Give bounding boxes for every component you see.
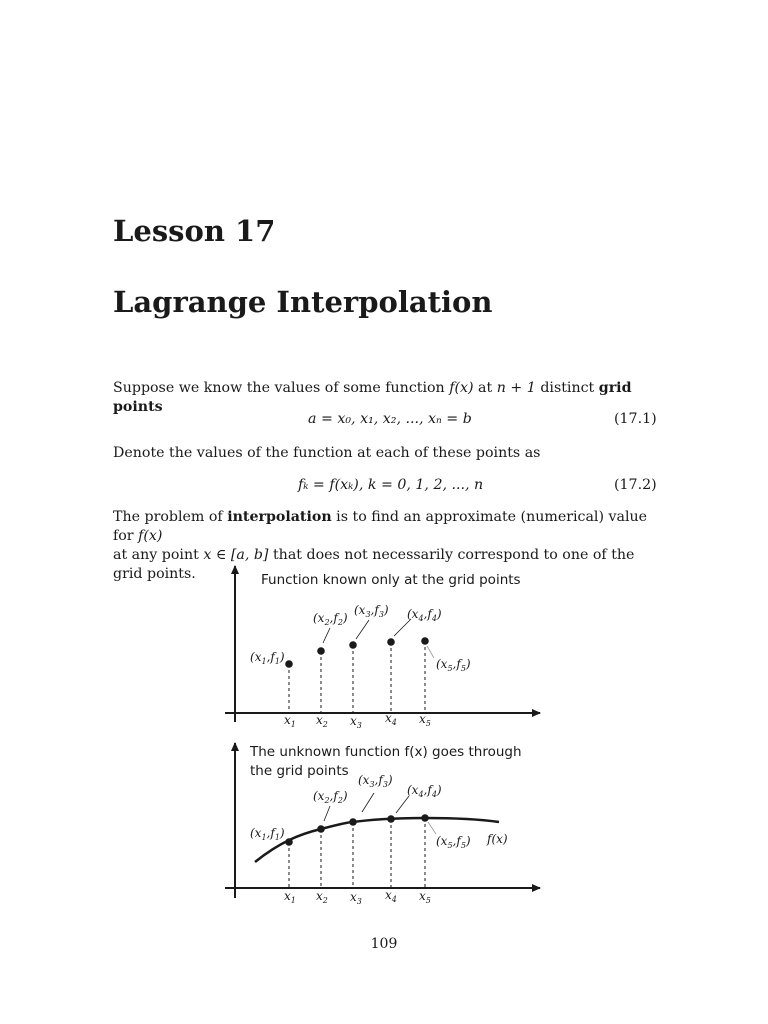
point-label-5: $(x_5,f_5)$ — [436, 657, 471, 673]
x-label-2: $x_2$ — [316, 713, 328, 729]
equation-17-2: fₖ = f(xₖ), k = 0, 1, 2, ..., n — [298, 477, 484, 493]
x-label-1: $x_1$ — [284, 713, 296, 729]
grid-point — [285, 660, 293, 668]
x-label-3: $x_3$ — [350, 714, 362, 730]
grid-point — [317, 647, 325, 655]
intro-grid-points: grid points — [113, 380, 632, 415]
intro-fx: f(x) — [449, 380, 474, 396]
grid-point — [387, 815, 395, 823]
point-label-4: $(x_4,f_4)$ — [407, 607, 442, 623]
problem-fx: f(x) — [138, 528, 163, 544]
x-label-5: $x_5$ — [419, 889, 431, 905]
grid-point — [285, 838, 293, 846]
x-label-1: $x_1$ — [284, 889, 296, 905]
grid-point — [349, 641, 357, 649]
x-label-5: $x_5$ — [419, 712, 431, 728]
problem-line2a: at any point — [113, 547, 199, 563]
equation-number-17-1: (17.1) — [614, 411, 657, 427]
x-label-4: $x_4$ — [385, 711, 397, 727]
curve-label: f(x) — [487, 832, 508, 846]
paragraph-denote: Denote the values of the function at each of these points as — [113, 445, 541, 461]
top-drop-lines — [289, 641, 425, 712]
top-figure-title: Function known only at the grid points — [261, 572, 521, 588]
grid-point — [387, 638, 395, 646]
equation-17-1: a = x₀, x₁, x₂, ..., xₙ = b — [308, 411, 472, 427]
point-label-2: $(x_2,f_2)$ — [313, 789, 348, 805]
problem-text-b: is to find an approximate (numerical) value for — [113, 509, 648, 544]
bottom-figure-title-line1: The unknown function f(x) goes through — [250, 744, 522, 760]
problem-term: interpolation — [227, 509, 332, 525]
intro-n1: n + 1 — [496, 380, 536, 396]
point-label-5: $(x_5,f_5)$ — [436, 834, 471, 850]
leader-line — [356, 620, 369, 639]
x-label-4: $x_4$ — [385, 888, 397, 904]
x-label-3: $x_3$ — [350, 890, 362, 906]
point-label-3: $(x_3,f_3)$ — [358, 773, 393, 789]
top-point-labels — [250, 603, 471, 673]
problem-cond: x ∈ [a, b] — [203, 547, 269, 563]
point-label-4: $(x_4,f_4)$ — [407, 783, 442, 799]
grid-point — [421, 814, 429, 822]
intro-text: Suppose we know the values of some function — [113, 380, 445, 396]
leader-line — [324, 806, 330, 821]
point-label-1: $(x_1,f_1)$ — [250, 826, 285, 842]
leader-line — [428, 822, 436, 834]
intro-at: at — [478, 380, 493, 396]
bottom-panel — [225, 743, 540, 906]
intro-distinct: distinct — [540, 380, 595, 396]
grid-point — [421, 637, 429, 645]
lesson-heading: Lesson 17 — [113, 214, 276, 248]
leader-line — [362, 793, 374, 812]
top-panel — [225, 566, 540, 730]
lesson-title: Lagrange Interpolation — [113, 285, 493, 319]
grid-point — [317, 825, 325, 833]
leader-line — [427, 646, 434, 658]
bottom-figure-title-line2: the grid points — [250, 763, 349, 779]
grid-point — [349, 818, 357, 826]
point-label-3: $(x_3,f_3)$ — [354, 603, 389, 619]
top-points — [285, 637, 429, 668]
leader-line — [394, 619, 411, 636]
leader-line — [396, 796, 409, 813]
equation-number-17-2: (17.2) — [614, 477, 657, 493]
page-number: 109 — [370, 936, 398, 952]
bottom-drop-lines — [289, 818, 425, 887]
leader-line — [323, 628, 330, 643]
point-label-2: $(x_2,f_2)$ — [313, 611, 348, 627]
bottom-x-labels — [284, 888, 431, 906]
point-label-1: $(x_1,f_1)$ — [250, 650, 285, 666]
problem-text-a: The problem of — [113, 509, 223, 525]
problem-line2b: that does not necessarily correspond to one of the grid points. — [113, 547, 635, 582]
x-label-2: $x_2$ — [316, 889, 328, 905]
